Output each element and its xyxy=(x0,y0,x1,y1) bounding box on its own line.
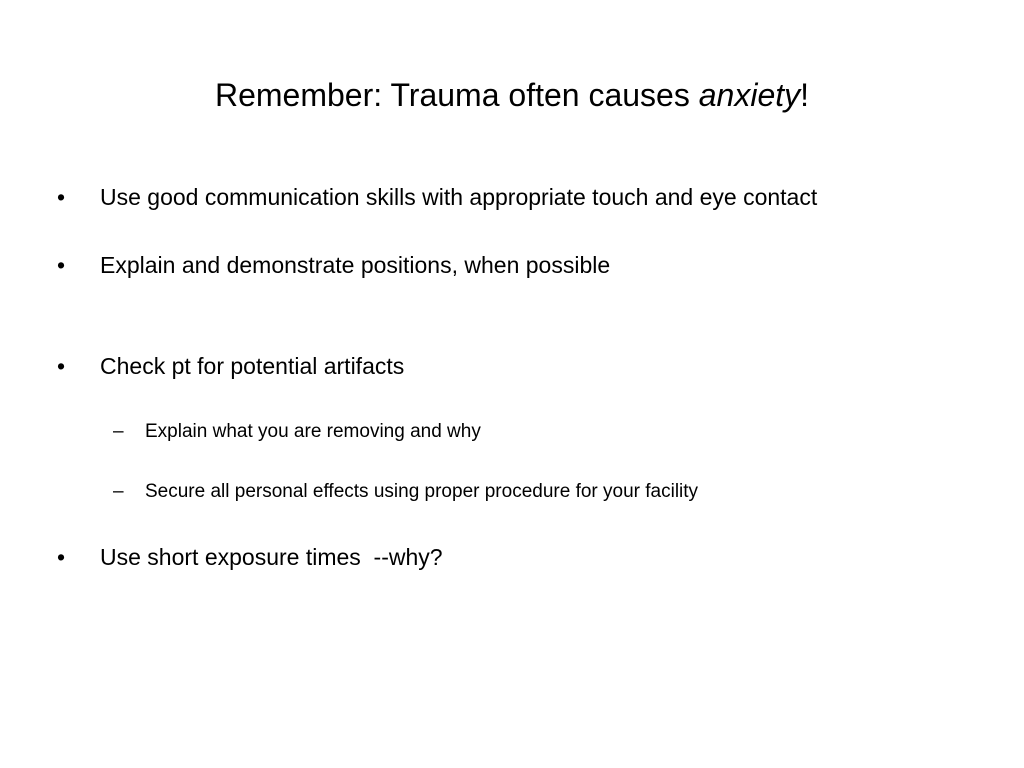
bullet-marker: • xyxy=(57,544,66,570)
title-prefix: Remember: Trauma often causes xyxy=(214,77,699,113)
bullet-marker: • xyxy=(57,252,66,278)
bullet-text: Explain and demonstrate positions, when possible xyxy=(100,252,611,278)
bullet-text: Check pt for potential artifacts xyxy=(100,353,405,379)
sub-bullet-text: Explain what you are removing and why xyxy=(145,421,481,442)
bullet-short-exposure xyxy=(57,542,443,572)
bullet-marker: • xyxy=(57,184,66,210)
title-emphasis: anxiety xyxy=(698,77,801,113)
sub-bullet-explain-removing xyxy=(113,419,481,445)
bullet-explain-positions xyxy=(57,250,610,280)
title-suffix: ! xyxy=(800,77,810,113)
sub-bullet-secure-effects xyxy=(113,479,698,505)
bullet-communication xyxy=(57,182,817,212)
sub-bullet-text: Secure all personal effects using proper procedure for your facility xyxy=(145,481,699,502)
slide-title xyxy=(0,72,1024,118)
bullet-marker: • xyxy=(57,353,66,379)
sub-bullet-marker: – xyxy=(113,481,124,502)
bullet-text: Use good communication skills with appropriate touch and eye contact xyxy=(100,184,818,210)
bullet-check-artifacts xyxy=(57,351,404,381)
bullet-text: Use short exposure times --why? xyxy=(100,544,443,570)
sub-bullet-marker: – xyxy=(113,421,124,442)
